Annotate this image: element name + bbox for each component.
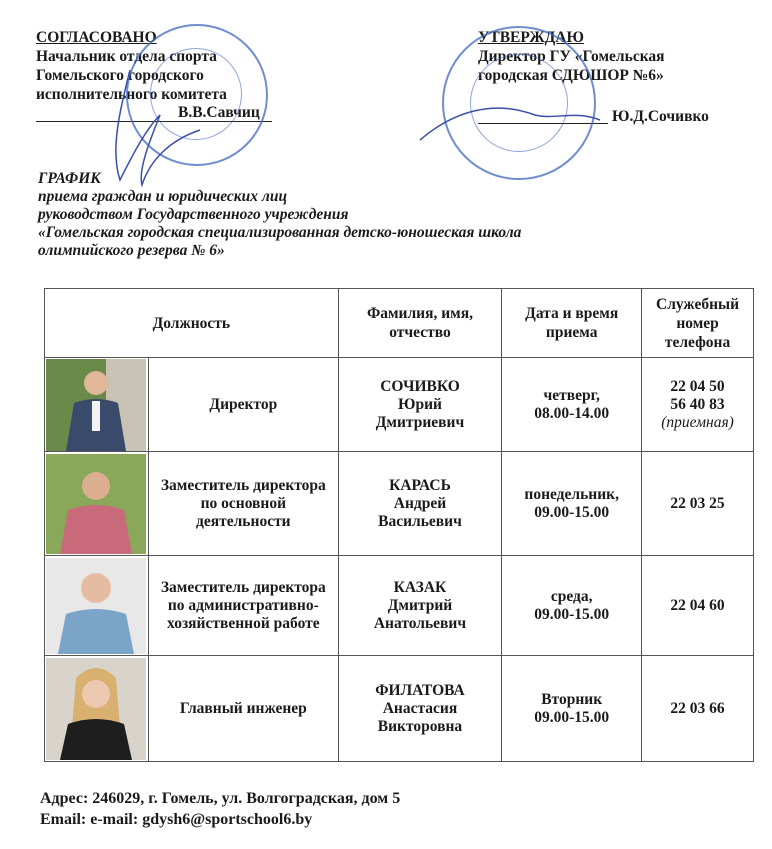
given-name: Андрей	[393, 494, 447, 512]
header-position: Должность	[45, 289, 339, 358]
time-cell	[502, 556, 642, 656]
patronymic: Васильевич	[378, 512, 462, 530]
photo-cell	[45, 656, 149, 762]
email-text: Email: e-mail: gdysh6@sportschool6.by	[40, 811, 313, 828]
phone-cell	[642, 452, 754, 556]
document-title	[38, 170, 738, 260]
phone-number: 22 04 50	[670, 377, 725, 395]
reception-day: среда,	[550, 587, 593, 605]
header-time: Дата и время приема	[502, 289, 642, 358]
staff-photo	[46, 454, 146, 554]
approval-heading: СОГЛАСОВАНО	[36, 29, 157, 46]
reception-hours: 09.00-15.00	[534, 708, 610, 726]
photo-cell	[45, 556, 149, 656]
reception-schedule-table	[44, 288, 754, 762]
reception-hours: 08.00-14.00	[534, 404, 610, 422]
phone-number: 22 04 60	[670, 596, 725, 614]
staff-photo	[46, 658, 146, 760]
phone-number: 56 40 83	[670, 395, 725, 413]
position-cell: Директор	[148, 358, 338, 452]
reception-day: понедельник,	[524, 485, 619, 503]
reception-day: Вторник	[541, 690, 603, 708]
surname: СОЧИВКО	[380, 377, 460, 395]
table-row	[45, 556, 754, 656]
title-line: «Гомельская городская специализированная детско-юношеская школа	[38, 224, 522, 241]
patronymic: Викторовна	[377, 717, 463, 735]
reception-hours: 09.00-15.00	[534, 605, 610, 623]
position-cell: Заместитель директора по административно-хозяйственной работе	[148, 556, 338, 656]
patronymic: Анатольевич	[373, 614, 467, 632]
phone-note: (приемная)	[661, 413, 734, 431]
phone-number: 22 03 66	[670, 699, 725, 717]
position-cell: Главный инженер	[148, 656, 338, 762]
title-line: приема граждан и юридических лиц	[38, 188, 288, 205]
phone-number: 22 03 25	[670, 494, 725, 512]
name-cell	[338, 656, 502, 762]
staff-photo	[46, 359, 146, 451]
approval-title-line: исполнительного комитета	[36, 86, 227, 103]
reception-hours: 09.00-15.00	[534, 503, 610, 521]
signature-scribble-right	[415, 90, 605, 150]
given-name: Анастасия	[382, 699, 458, 717]
surname: ФИЛАТОВА	[375, 681, 465, 699]
given-name: Юрий	[398, 395, 442, 413]
table-row	[45, 358, 754, 452]
patronymic: Дмитриевич	[375, 413, 465, 431]
approval-signer-name: В.В.Савчиц	[178, 104, 260, 121]
name-cell	[338, 358, 502, 452]
title-line: олимпийского резерва № 6»	[38, 242, 225, 259]
surname: КАРАСЬ	[389, 476, 451, 494]
photo-cell	[45, 358, 149, 452]
approval-title-line: городская СДЮШОР №6»	[478, 67, 664, 84]
staff-photo	[46, 558, 146, 654]
name-cell	[338, 556, 502, 656]
header-phone: Служебный номер телефона	[642, 289, 754, 358]
address-text: Адрес: 246029, г. Гомель, ул. Волгоградская, дом 5	[40, 790, 401, 807]
reception-day: четверг,	[543, 386, 600, 404]
table-row	[45, 656, 754, 762]
position-cell: Заместитель директора по основной деятельности	[148, 452, 338, 556]
table-header-row	[45, 289, 754, 358]
phone-cell	[642, 556, 754, 656]
time-cell	[502, 656, 642, 762]
name-cell	[338, 452, 502, 556]
approval-title-line: Директор ГУ «Гомельская	[478, 48, 665, 65]
contact-footer	[40, 788, 400, 830]
surname: КАЗАК	[393, 578, 447, 596]
title-line: руководством Государственного учреждения	[38, 206, 349, 223]
approval-signer-name: Ю.Д.Сочивко	[612, 108, 709, 125]
time-cell	[502, 452, 642, 556]
approval-title-line: Начальник отдела спорта	[36, 48, 217, 65]
time-cell	[502, 358, 642, 452]
phone-cell	[642, 358, 754, 452]
approval-title-line: Гомельского городского	[36, 67, 204, 84]
phone-cell	[642, 656, 754, 762]
title-heading: ГРАФИК	[38, 170, 101, 187]
header-name: Фамилия, имя, отчество	[338, 289, 502, 358]
photo-cell	[45, 452, 149, 556]
given-name: Дмитрий	[387, 596, 453, 614]
table-row	[45, 452, 754, 556]
approval-heading: УТВЕРЖДАЮ	[478, 29, 584, 46]
